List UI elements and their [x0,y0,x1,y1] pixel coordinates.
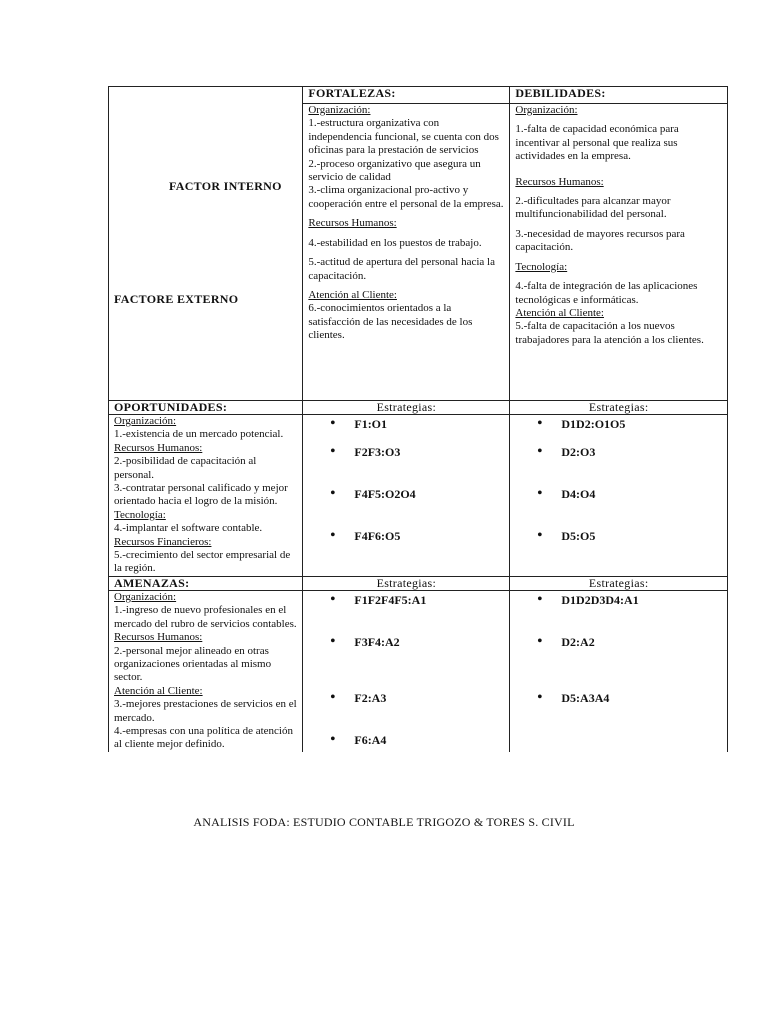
amenazas-header: AMENAZAS: [109,576,303,590]
amenazas-item-2: 2.-personal mejor alineado en otras organizaciones orientadas al mismo sector. [114,644,272,684]
oportunidades-cell [109,415,303,577]
amenazas-row [109,590,728,751]
debilidades-item-3: 3.-necesidad de mayores recursos para capacitación. [515,227,685,254]
factor-interno-label: FACTOR INTERNO [169,179,282,193]
do-estrategias-label: Estrategias: [510,401,728,415]
do-strategy: • D2:O3 [515,445,722,459]
oportunidades-tec-title: Tecnología: [114,508,166,521]
debilidades-tec-title: Tecnología: [515,260,568,273]
do-strategies-list [515,417,722,543]
fo-strategies-cell [303,415,510,577]
header-row [109,87,728,104]
do-strategy: • D1D2:O1O5 [515,417,722,431]
fa-strategy: • F6:A4 [308,733,504,747]
fa-strategy: • F1F2F4F5:A1 [308,593,504,607]
fo-strategy: • F4F5:O2O4 [308,487,504,501]
fortalezas-item-1: 1.-estructura organizativa con independencia funcional, se cuenta con dos oficinas para la prestación de servicios [308,117,499,157]
fa-estrategias-label: Estrategias: [303,576,510,590]
debilidades-header: DEBILIDADES: [510,87,728,104]
fa-strategy: • F3F4:A2 [308,635,504,649]
da-strategy: • D2:A2 [515,635,722,649]
amenazas-item-1: 1.-ingreso de nuevo profesionales en el mercado del rubro de servicios contables. [114,604,297,630]
debilidades-ac-title: Atención al Cliente: [515,306,604,319]
oportunidades-item-4: 4.-implantar el software contable. [114,522,263,535]
oportunidades-header-row [109,401,728,415]
corner-cell [109,87,303,401]
debilidades-rh-title: Recursos Humanos: [515,175,604,188]
da-strategy: • D1D2D3D4:A1 [515,593,722,607]
fortalezas-cell [303,104,510,401]
da-strategies-list [515,593,722,705]
fortalezas-header: FORTALEZAS: [303,87,510,104]
fortalezas-item-6: 6.-conocimientos orientados a la satisfacción de las necesidades de los clientes. [308,302,473,342]
do-strategy: • D5:O5 [515,529,722,543]
debilidades-org-title: Organización: [515,104,578,117]
oportunidades-item-5: 5.-crecimiento del sector empresarial de la región. [114,549,291,575]
amenazas-item-3: 3.-mejores prestaciones de servicios en el mercado. [114,698,297,724]
fa-strategy: • F2:A3 [308,691,504,705]
oportunidades-item-2: 2.-posibilidad de capacitación al personal. [114,455,257,481]
fortalezas-rh-title: Recursos Humanos: [308,217,397,230]
amenazas-org-title: Organización: [114,590,177,603]
amenazas-ac-title: Atención al Cliente: [114,684,203,697]
fortalezas-item-3: 3.-clima organizacional pro-activo y cooperación entre el personal de la empresa. [308,184,504,210]
amenazas-cell [109,590,303,751]
fo-strategy: • F2F3:O3 [308,445,504,459]
oportunidades-org-title: Organización: [114,415,177,427]
fortalezas-ac-title: Atención al Cliente: [308,288,397,301]
foda-table [108,86,728,752]
amenazas-header-row [109,576,728,590]
amenazas-item-4: 4.-empresas con una política de atención al cliente mejor definido. [114,724,293,751]
debilidades-item-5: 5.-falta de capacitación a los nuevos trabajadores para la atención a los clientes. [515,320,704,346]
fortalezas-item-2: 2.-proceso organizativo que asegura un servicio de calidad [308,157,481,184]
da-strategy: • D5:A3A4 [515,691,722,705]
document-footer-title: ANALISIS FODA: ESTUDIO CONTABLE TRIGOZO & TORES S. CIVIL [193,815,575,829]
factor-externo-label: FACTORE EXTERNO [114,292,239,306]
oportunidades-item-1: 1.-existencia de un mercado potencial. [114,428,284,441]
fa-strategies-cell [303,590,510,751]
fortalezas-org-title: Organización: [308,104,371,117]
oportunidades-row [109,415,728,577]
debilidades-item-4: 4.-falta de integración de las aplicaciones tecnológicas e informáticas. [515,280,698,306]
fo-strategy: • F4F6:O5 [308,529,504,543]
fo-estrategias-label: Estrategias: [303,401,510,415]
do-strategies-cell [510,415,728,577]
fortalezas-item-4: 4.-estabilidad en los puestos de trabajo. [308,236,482,249]
oportunidades-rf-title: Recursos Financieros: [114,535,212,548]
da-estrategias-label: Estrategias: [510,576,728,590]
debilidades-cell [510,104,728,401]
amenazas-rh-title: Recursos Humanos: [114,631,203,644]
oportunidades-rh-title: Recursos Humanos: [114,441,203,454]
fortalezas-item-5: 5.-actitud de apertura del personal hacia la capacitación. [308,256,495,282]
do-strategy: • D4:O4 [515,487,722,501]
oportunidades-item-3: 3.-contratar personal calificado y mejor orientado hacia el logro de la misión. [114,482,288,508]
oportunidades-header: OPORTUNIDADES: [109,401,303,415]
debilidades-item-1: 1.-falta de capacidad económica para incentivar al personal que realiza sus actividades en la empresa. [515,123,679,163]
debilidades-item-2: 2.-dificultades para alcanzar mayor multifuncionabilidad del personal. [515,195,671,221]
fo-strategy: • F1:O1 [308,417,504,431]
fa-strategies-list [308,593,504,747]
da-strategies-cell [510,590,728,751]
fo-strategies-list [308,417,504,543]
